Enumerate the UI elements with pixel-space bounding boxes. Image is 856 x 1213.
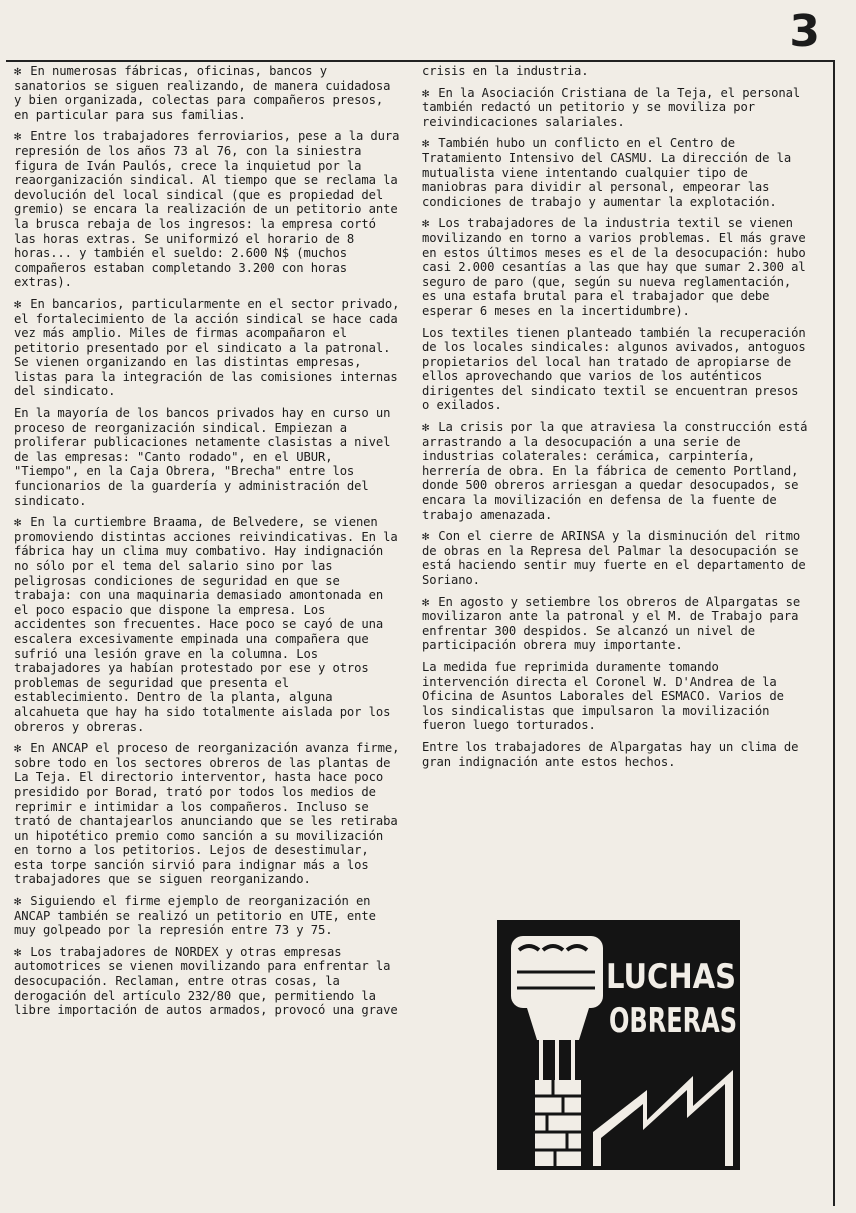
paragraph-text: También hubo un conflicto en el Centro de Tratamiento Intensivo del CASMU. La dirección de la mutualista viene intentando cualquier tipo de maniobras para dividir al personal, empeorar las condiciones de trabajo y aumentar la explotación. bbox=[422, 136, 792, 209]
paragraph-text: La medida fue reprimida duramente tomando intervención directa el Coronel W. D'Andrea de la Oficina de Asuntos Laborales del ESMACO. Varios de los sindicalistas que impulsaron la movilización fueron luego torturados. bbox=[422, 659, 784, 733]
paragraph bbox=[14, 741, 404, 887]
asterisk-bullet-icon: ✻ bbox=[14, 944, 29, 959]
paragraph-text: En la Asociación Cristiana de la Teja, el personal también redactó un petitorio y se moviliza por reivindicaciones salariales. bbox=[422, 85, 801, 129]
paragraph-text: Los textiles tienen planteado también la recuperación de los locales sindicales: algunos avivados, antoguos propietarios del local han tratado de apropiarse de ellos aprovechando que varios de los auténticos dirigentes del sindicato textil se encuentran presos o exilados. bbox=[422, 325, 806, 413]
asterisk-bullet-icon: ✻ bbox=[422, 216, 437, 231]
paragraph bbox=[14, 297, 404, 399]
logo-line1: LUCHAS bbox=[606, 957, 736, 997]
asterisk-bullet-icon: ✻ bbox=[422, 420, 437, 435]
paragraph bbox=[422, 740, 810, 769]
paragraph bbox=[14, 64, 404, 122]
asterisk-bullet-icon: ✻ bbox=[422, 85, 437, 100]
asterisk-bullet-icon: ✻ bbox=[422, 136, 437, 151]
asterisk-bullet-icon: ✻ bbox=[14, 515, 29, 530]
paragraph-text: crisis en la industria. bbox=[422, 64, 589, 78]
paragraph bbox=[422, 420, 810, 522]
paragraph-text: Siguiendo el firme ejemplo de reorganización en ANCAP también se realizó un petitorio en UTE, ente muy golpeado por la represión entre 73 y 75. bbox=[14, 894, 376, 938]
paragraph-text: En ANCAP el proceso de reorganización avanza firme, sobre todo en los sectores obreros de las plantas de La Teja. El directorio interventor, hasta hace poco presidido por Borad, trató por todos los medios de reprimir e intimidar a los compañeros. Incluso se trató de chantajearlos anunciando que se les retiraba un hipotético premio como sanción a su movilización en torno a los petitorios. Lejos de desestimular, esta torpe sanción sirvió para indignar más a los trabajadores que se siguen reorganizando. bbox=[14, 741, 400, 887]
paragraph bbox=[422, 86, 810, 130]
paragraph-text: Los trabajadores de la industria textil se vienen movilizando en torno a varios problemas. El más grave en estos últimos meses es el de la desocupación: hubo casi 2.000 cesantías a las que hay que sumar 2.300 al seguro de paro (que, según su nueva reglamentación, es una estafa brutal para el trabajador que debe esperar 6 meses en la incertidumbre). bbox=[422, 216, 806, 318]
asterisk-bullet-icon: ✻ bbox=[14, 296, 29, 311]
paragraph bbox=[14, 945, 404, 1018]
paragraph bbox=[14, 515, 404, 734]
asterisk-bullet-icon: ✻ bbox=[422, 594, 437, 609]
paragraph bbox=[14, 129, 404, 290]
paragraph bbox=[422, 529, 810, 587]
asterisk-bullet-icon: ✻ bbox=[14, 64, 29, 78]
paragraph-text: Entre los trabajadores ferroviarios, pese a la dura represión de los años 73 al 76, con la siniestra figura de Iván Paulós, crece la inquietud por la reaorganización sindical. Al tiempo que se reclama la devolución del local sindical (que es propiedad del gremio) se encara la realización de un petitorio ante la brusca rebaja de los ingresos: la empresa cortó las horas extras. Se uniformizó el horario de 8 horas... y también el sueldo: 2.600 N$ (muchos compañeros estaban completando 3.200 con horas extras). bbox=[14, 129, 400, 290]
paragraph-text: En numerosas fábricas, oficinas, bancos y sanatorios se siguen realizando, de manera cuidadosa y bien organizada, colectas para compañeros presos, en particular para sus familias. bbox=[14, 64, 391, 122]
logo-line2: OBRERAS bbox=[609, 1001, 737, 1041]
asterisk-bullet-icon: ✻ bbox=[14, 129, 29, 144]
left-column bbox=[14, 64, 404, 1025]
paragraph-text: En la curtiembre Braama, de Belvedere, se vienen promoviendo distintas acciones reivindicativas. En la fábrica hay un clima muy combativo. Hay indignación no sólo por el tema del salario sino por las peligrosas condiciones de seguridad en que se trabaja: con una maquinaria demasiado amontonada en el poco espacio que dispone la empresa. Los accidentes son frecuentes. Hace poco se cayó de una escalera excesivamente empinada una compañera que sufrió una lesión grave en la columna. Los trabajadores ya habían protestado por ese y otros problemas de seguridad que presenta el establecimiento. Dentro de la planta, alguna alcahueta que hay ha sido totalmente aislada por los obreros y obreras. bbox=[14, 515, 398, 734]
paragraph bbox=[422, 595, 810, 653]
asterisk-bullet-icon: ✻ bbox=[14, 894, 29, 909]
paragraph bbox=[422, 326, 810, 414]
paragraph bbox=[422, 216, 810, 318]
paragraph bbox=[422, 660, 810, 733]
paragraph-text: Con el cierre de ARINSA y la disminución del ritmo de obras en la Represa del Palmar la desocupación se está haciendo sentir muy fuerte en el departamento de Soriano. bbox=[422, 529, 806, 587]
page-number: 3 bbox=[789, 6, 820, 57]
asterisk-bullet-icon: ✻ bbox=[14, 741, 29, 756]
paragraph bbox=[14, 894, 404, 938]
paragraph-text: Los trabajadores de NORDEX y otras empresas automotrices se vienen movilizando para enfrentar la desocupación. Reclaman, entre otras cosas, la derogación del artículo 232/80 que, permitiendo la libre importación de autos armados, provocó una grave bbox=[14, 944, 398, 1018]
luchas-obreras-logo bbox=[497, 920, 740, 1170]
asterisk-bullet-icon: ✻ bbox=[422, 529, 437, 544]
right-column bbox=[422, 64, 810, 776]
paragraph bbox=[14, 406, 404, 508]
paragraph-text: En agosto y setiembre los obreros de Alpargatas se movilizaron ante la patronal y el M. de Trabajo para enfrentar 300 despidos. Se alcanzó un nivel de participación obrera muy importante. bbox=[422, 594, 801, 653]
paragraph-text: Entre los trabajadores de Alpargatas hay un clima de gran indignación ante estos hechos. bbox=[422, 739, 799, 769]
paragraph bbox=[422, 136, 810, 209]
factory-silhouette bbox=[593, 1070, 733, 1166]
paragraph-text: En bancarios, particularmente en el sector privado, el fortalecimiento de la acción sindical se hace cada vez más amplio. Miles de firmas acompañaron el petitorio presentado por el sindicato a la patronal. Se vienen organizando en las distintas empresas, listas para la integración de las comisiones internas del sindicato. bbox=[14, 296, 400, 399]
paragraph-text: La crisis por la que atraviesa la construcción está arrastrando a la desocupación a una serie de industrias colaterales: cerámica, carpintería, herrería de obra. En la fábrica de cemento Portland, donde 500 obreros arriesgan a quedar desocupados, se encara la movilización en defensa de la fuente de trabajo amenazada. bbox=[422, 420, 808, 522]
raised-fist-icon bbox=[511, 936, 603, 1166]
paragraph-text: En la mayoría de los bancos privados hay en curso un proceso de reorganización sindical. Empiezan a proliferar publicaciones netamente clasistas a nivel de las empresas: "Canto rodado", en el UBUR, "Tiempo", en la Caja Obrera, "Brecha" entre los funcionarios de la guardería y administración del sindicato. bbox=[14, 406, 391, 508]
paragraph bbox=[422, 64, 810, 79]
